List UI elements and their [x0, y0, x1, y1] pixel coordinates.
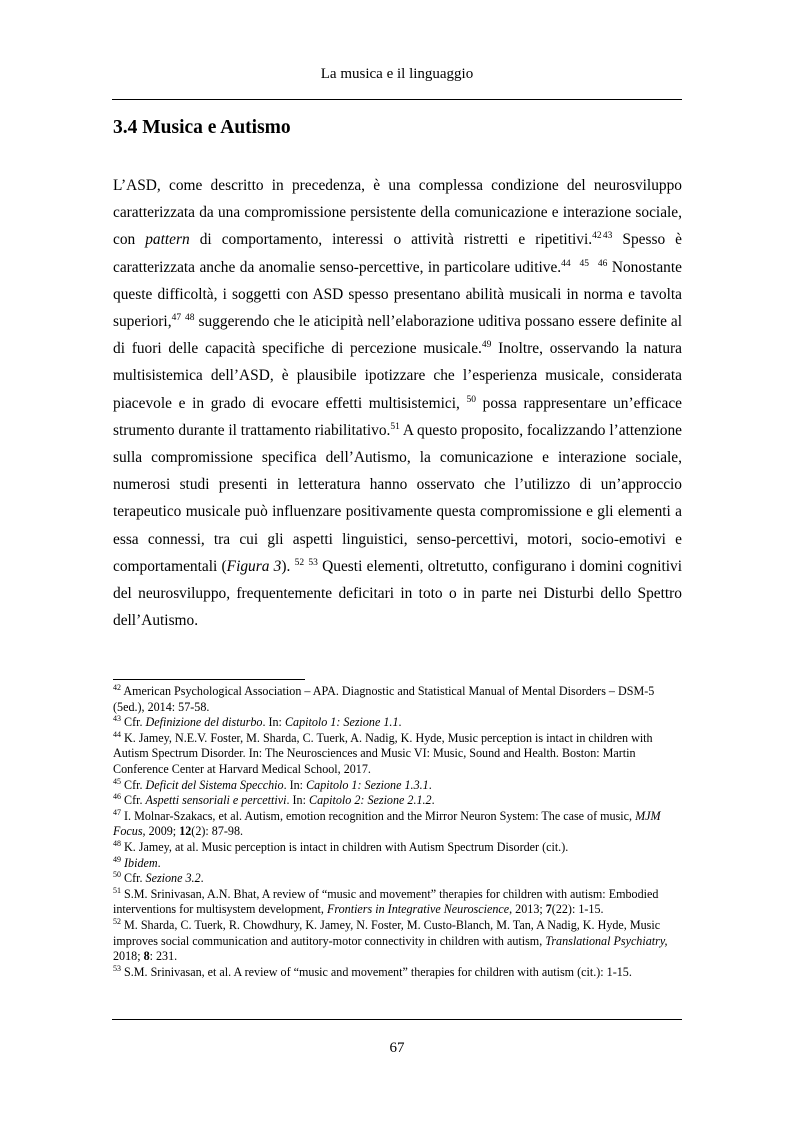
footnote-item: [113, 840, 682, 856]
footnote-text: Cfr.: [121, 871, 146, 886]
footnote-text: (2): 87-98.: [191, 824, 244, 839]
footnote-item: [113, 778, 682, 794]
body-text-run: di comportamento, interessi o attività ristretti e ripetitivi.: [189, 231, 593, 249]
footnote-text: 2018;: [113, 949, 144, 964]
footnote-text: . In:: [283, 777, 307, 792]
footnote-emphasis: Capitolo 1: Sezione 1.3.1: [306, 777, 429, 792]
body-text-run: Nonostante queste difficoltà, i soggetti con ASD spesso presentano abilità musicali in norma e tavolta superiori,: [113, 258, 682, 331]
footnote-number: 43: [113, 714, 121, 724]
footnote-number: 52: [113, 916, 121, 926]
footnote-number: 47: [113, 807, 121, 817]
footnote-text: Cfr.: [121, 715, 146, 730]
body-text-run: Spesso è caratterizzata anche da anomalie senso-percettive, in particolare uditive.: [113, 231, 682, 276]
footnote-emphasis: Frontiers in Integrative Neuroscience: [326, 902, 510, 917]
footnote-item: [113, 871, 682, 887]
header-rule: [112, 99, 682, 100]
footnote-item: [113, 715, 682, 731]
footnote-item: [113, 887, 682, 918]
footnote-number: 50: [113, 870, 121, 880]
body-text-run: Inoltre, osservando la natura multisistemica dell’ASD, è plausibile ipotizzare che l’esperienza musicale, considerata piacevole e in grado di evocare effetti multisistemici,: [113, 340, 682, 412]
page-number: 67: [389, 1040, 405, 1056]
footnote-number: 51: [113, 885, 121, 895]
footnote-number: 48: [113, 838, 121, 848]
footnote-emphasis: Aspetti sensoriali e percettivi: [145, 793, 287, 808]
footnote-text: .: [428, 777, 432, 792]
footnote-volume: 7: [545, 902, 552, 917]
footnote-ref[interactable]: 53: [308, 557, 318, 568]
footnote-item: [113, 684, 682, 715]
footnote-number: 44: [113, 729, 121, 739]
footnote-ref[interactable]: 44: [561, 258, 571, 269]
footnote-emphasis: Sezione 3.2: [145, 871, 201, 886]
footnote-number: 46: [113, 792, 121, 802]
footnote-number: 45: [113, 776, 121, 786]
footnote-text: .: [398, 715, 402, 730]
footnote-text: , 2013;: [509, 902, 546, 917]
footer-rule: [112, 1019, 682, 1020]
footnote-ref[interactable]: 49: [481, 340, 492, 351]
footnote-text: .: [157, 855, 161, 870]
footnote-item: [113, 965, 682, 981]
section-title: 3.4 Musica e Autismo: [113, 117, 291, 138]
body-text-run: suggerendo che le aticipità nell’elaborazione uditiva possano essere definite al di fuori delle capacità specifiche di percezione musicale.: [113, 313, 682, 358]
footnote-item: [113, 793, 682, 809]
footnote-number: 49: [113, 854, 121, 864]
footnote-text: 2009;: [145, 824, 180, 839]
footnote-text: I. Molnar-Szakacs, et al. Autism, emotion recognition and the Mirror Neuron System: The case of music,: [121, 808, 636, 823]
footnote-ref[interactable]: 52: [294, 557, 305, 568]
footnote-ref[interactable]: 48: [185, 312, 195, 323]
footnote-emphasis: Capitolo 1: Sezione 1.1: [284, 715, 399, 730]
footnote-ref[interactable]: 47: [171, 312, 182, 323]
footnote-text: American Psychological Association – APA. Diagnostic and Statistical Manual of Mental Disorders – DSM-5 (5ed.), 2014: 57-58.: [113, 684, 655, 714]
footnote-ref[interactable]: 42: [592, 231, 602, 242]
footnote-emphasis: Deficit del Sistema Specchio: [145, 777, 284, 792]
footnote-text: S.M. Srinivasan, A.N. Bhat, A review of “music and movement” therapies for children with autism: Embodied interventions for multisystem development,: [113, 886, 659, 917]
figure-reference[interactable]: Figura 3: [226, 557, 282, 575]
footnote-emphasis: Translational Psychiatry,: [545, 933, 668, 948]
footnote-text: . In:: [262, 715, 285, 730]
footnote-number: 53: [113, 963, 121, 973]
body-text-run: Questi elementi, oltretutto, configurano i domini cognitivi del neurosviluppo, frequentemente deficitari in toto o in parte nei Disturbi dello Spettro dell’Autismo.: [113, 557, 682, 630]
footnote-text: M. Sharda, C. Tuerk, R. Chowdhury, K. Jamey, N. Foster, M. Custo-Blanch, M. Tan, A Nadig, K. Hyde, Music improves social communication and autitory-motor connectivity in children with autism,: [113, 917, 661, 948]
footnote-text: (22): 1-15.: [551, 902, 604, 917]
footnote-text: S.M. Srinivasan, et al. A review of “music and movement” therapies for children with autism (cit.): 1-15.: [121, 964, 632, 979]
footnote-emphasis: Capitolo 2: Sezione 2.1.2: [309, 793, 432, 808]
footnote-item: [113, 918, 682, 965]
footnote-ref[interactable]: 46: [597, 258, 608, 269]
footnote-number: 42: [113, 682, 121, 692]
running-header: La musica e il linguaggio: [320, 66, 474, 82]
footnote-text: : 231.: [149, 949, 178, 964]
footnote-ref[interactable]: 45: [579, 258, 590, 269]
footnote-emphasis: Definizione del disturbo: [145, 715, 263, 730]
body-paragraph: [113, 172, 682, 634]
footnote-text: . In:: [286, 793, 309, 808]
footnote-text: Cfr.: [121, 777, 146, 792]
body-text-run: L’ASD, come descritto in precedenza, è una complessa condizione del neurosviluppo caratterizzata da una compromissione persistente della comunicazione e interazione sociale, con: [113, 177, 682, 249]
footnote-ref[interactable]: 51: [390, 421, 400, 432]
footnote-item: [113, 809, 682, 840]
footnotes-list: [113, 684, 682, 980]
footnote-volume: 8: [143, 949, 150, 964]
footnote-ref[interactable]: 43: [602, 231, 613, 242]
footnote-item: [113, 856, 682, 872]
footnote-separator: [113, 679, 305, 680]
footnote-volume: 12: [179, 824, 192, 839]
footnote-text: K. Jamey, N.E.V. Foster, M. Sharda, C. Tuerk, A. Nadig, K. Hyde, Music perception is intact in children with Autism Spectrum Disorder. In: The Neurosciences and Music VI: Music, Sound and Health. Boston: Martin Conference Center at Harvard Medical School, 2017.: [113, 730, 653, 776]
body-text-run: A questo proposito, focalizzando l’attenzione sulla compromissione specifica dell’Autismo, la comunicazione e interazione sociale, numerosi studi presenti in letteratura hanno osservato che l’utilizzo di un’approccio terapeutico musicale può influenzare positivamente questa compromissione e gli elementi a essa connessi, tra cui gli aspetti linguistici, senso-percettivi, motori, socio-emotivi e comportamentali (: [113, 421, 682, 575]
footnote-text: Cfr.: [121, 793, 146, 808]
footnote-item: [113, 731, 682, 778]
footnote-text: .: [431, 793, 435, 808]
footnote-emphasis: Ibidem: [124, 855, 158, 870]
footnote-text: K. Jamey, at al. Music perception is intact in children with Autism Spectrum Disorder (cit.).: [121, 839, 569, 854]
footnote-emphasis: MJM Focus,: [113, 808, 661, 839]
body-text-emphasis: pattern: [145, 231, 190, 249]
body-text-run: possa rappresentare un’efficace strumento durante il trattamento riabilitativo.: [113, 394, 683, 439]
footnote-ref[interactable]: 50: [466, 394, 476, 405]
body-text-run: ).: [281, 557, 295, 575]
footnote-text: .: [200, 871, 204, 886]
